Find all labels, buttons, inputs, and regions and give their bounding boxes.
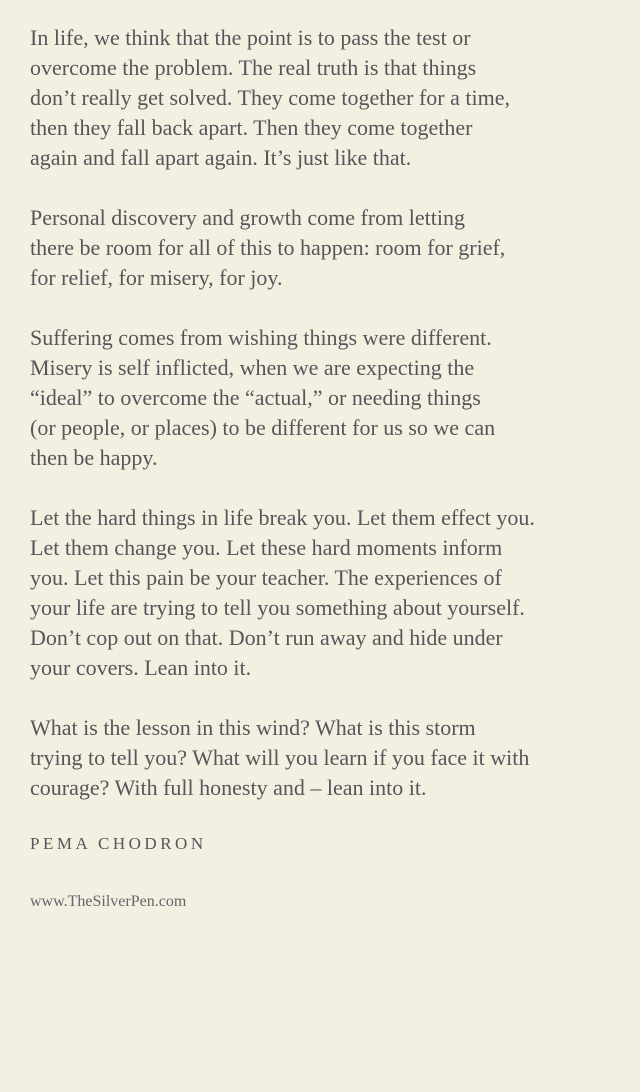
quote-line: again and fall apart again. It’s just like that. xyxy=(30,145,412,170)
quote-line: you. Let this pain be your teacher. The experiences of xyxy=(30,565,502,590)
quote-paragraph-3 xyxy=(30,323,640,473)
quote-line: In life, we think that the point is to pass the test or xyxy=(30,25,471,50)
quote-author: PEMA CHODRON xyxy=(30,834,207,853)
quote-line: What is the lesson in this wind? What is this storm xyxy=(30,715,476,740)
quote-line: overcome the problem. The real truth is that things xyxy=(30,55,477,80)
quote-line: Let them change you. Let these hard moments inform xyxy=(30,535,503,560)
quote-line: Misery is self inflicted, when we are expecting the xyxy=(30,355,475,380)
quote-line: Let the hard things in life break you. Let them effect you. xyxy=(30,505,535,530)
quote-line: there be room for all of this to happen: room for grief, xyxy=(30,235,506,260)
quote-line: then they fall back apart. Then they come together xyxy=(30,115,473,140)
quote-line: Personal discovery and growth come from letting xyxy=(30,205,466,230)
quote-line: Don’t cop out on that. Don’t run away and hide under xyxy=(30,625,503,650)
quote-paragraph-1 xyxy=(30,23,640,173)
quote-line: trying to tell you? What will you learn if you face it with xyxy=(30,745,530,770)
quote-line: (or people, or places) to be different for us so we can xyxy=(30,415,496,440)
quote-line: don’t really get solved. They come together for a time, xyxy=(30,85,510,110)
quote-line: courage? With full honesty and – lean into it. xyxy=(30,775,427,800)
quote-line: “ideal” to overcome the “actual,” or needing things xyxy=(30,385,481,410)
quote-line: your covers. Lean into it. xyxy=(30,655,252,680)
quote-line: Suffering comes from wishing things were different. xyxy=(30,325,492,350)
quote-line: then be happy. xyxy=(30,445,158,470)
quote-line: for relief, for misery, for joy. xyxy=(30,265,283,290)
quote-paragraph-2 xyxy=(30,203,640,293)
quote-paragraph-4 xyxy=(30,503,640,683)
website-url: www.TheSilverPen.com xyxy=(30,893,187,910)
quote-line: your life are trying to tell you something about yourself. xyxy=(30,595,525,620)
quote-paragraph-5 xyxy=(30,713,640,803)
